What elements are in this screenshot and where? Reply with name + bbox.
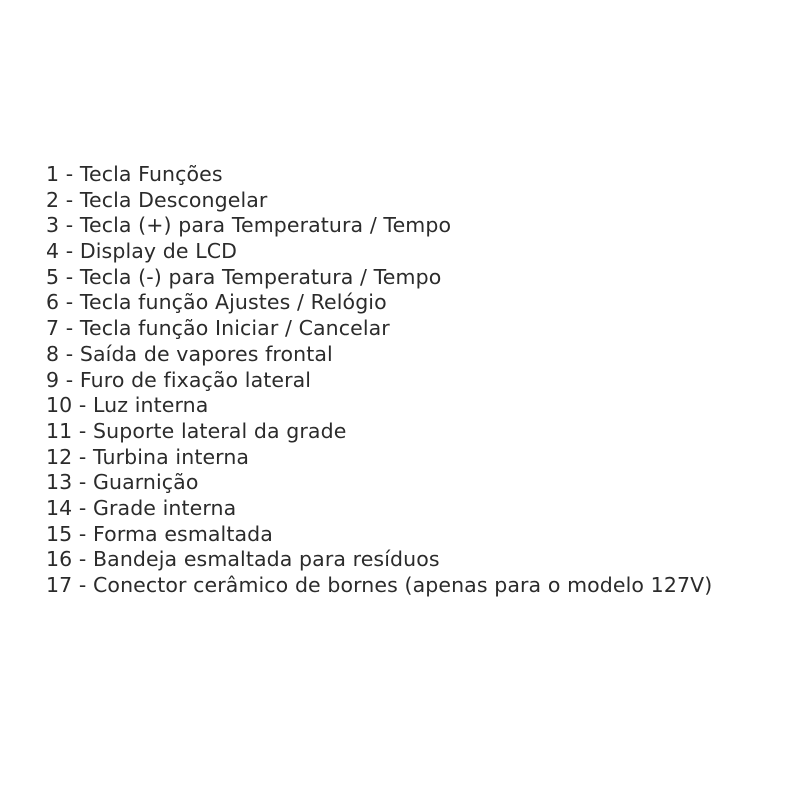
legend-item-16: 16 - Bandeja esmaltada para resíduos bbox=[46, 547, 440, 572]
legend-item-5: 5 - Tecla (-) para Temperatura / Tempo bbox=[46, 264, 442, 289]
legend-item-7: 7 - Tecla função Iniciar / Cancelar bbox=[46, 316, 390, 341]
legend-item-14: 14 - Grade interna bbox=[46, 495, 237, 520]
parts-legend-list bbox=[46, 162, 786, 599]
legend-item-15: 15 - Forma esmaltada bbox=[46, 521, 273, 546]
legend-item-9: 9 - Furo de fixação lateral bbox=[46, 367, 312, 392]
legend-item-3: 3 - Tecla (+) para Temperatura / Tempo bbox=[46, 213, 452, 238]
legend-item-8: 8 - Saída de vapores frontal bbox=[46, 341, 333, 366]
legend-item-10: 10 - Luz interna bbox=[46, 393, 209, 418]
legend-item-4: 4 - Display de LCD bbox=[46, 239, 238, 264]
legend-item-12: 12 - Turbina interna bbox=[46, 444, 250, 469]
legend-item-17: 17 - Conector cerâmico de bornes (apenas para o modelo 127V) bbox=[46, 573, 713, 597]
legend-item-1: 1 - Tecla Funções bbox=[46, 162, 223, 186]
legend-item-6: 6 - Tecla função Ajustes / Relógio bbox=[46, 290, 387, 315]
legend-item-11: 11 - Suporte lateral da grade bbox=[46, 418, 347, 443]
legend-item-13: 13 - Guarnição bbox=[46, 470, 199, 495]
legend-item-2: 2 - Tecla Descongelar bbox=[46, 187, 268, 212]
